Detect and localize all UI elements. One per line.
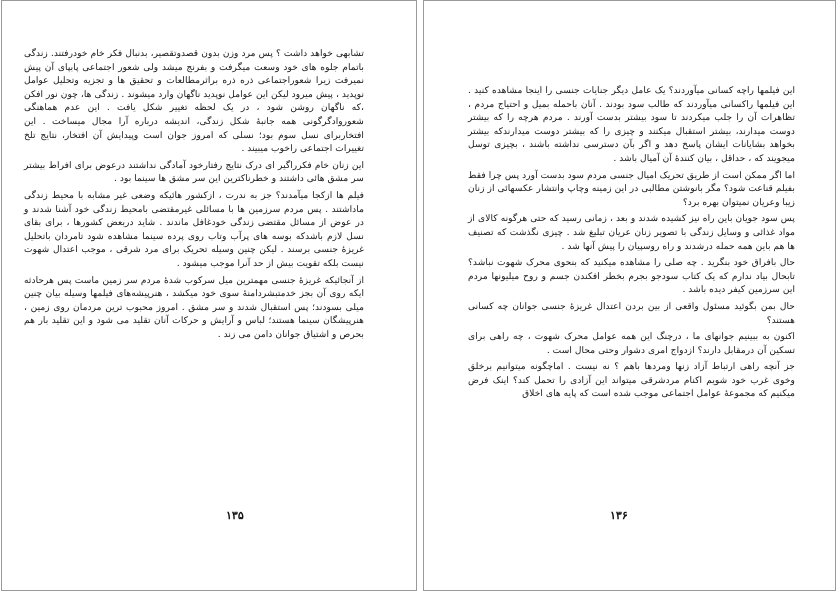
right-paragraph-5: حال بمن بگوئید مسئول واقعی از بین بردن اعتدال غریزهٔ جنسی جوانان چه کسانی هستند؟	[468, 300, 795, 326]
right-paragraph-7: جز آنچه راهی ارتباط آزاد زنها ومردها باهم ؟ نه نیست . اماچگونه میتوانیم برخلق وخوی غرب خود شویم اکنام مردشرقی میتواند این آزادی را تحمل کند؟ اینک فرض میکنیم که مجموعهٔ عوامل اجتماعی موجب شده است که پایه های اخلاق	[468, 361, 795, 400]
right-paragraph-2: اما اگر ممکن است از طریق تحریک امیال جنسی مردم سود بدست آورد پس چرا فقط بفیلم قناعت شود؟ مگر بانوشتن مطالبی در این زمینه وچاپ وانتشار عکسهائی از زنان زیبا وعریان نمیتوان بهره برد؟	[468, 169, 795, 208]
left-paragraph-1: تشابهی خواهد داشت ؟ پس مرد وزن بدون قصدوتقصیر، بدنبال فکر خام خودرفتند. زندگی باتمام جلوه های خود وسعت میگرفت و بفرنج میشد ولی شعور اجتماعی پابپای آن پیش نمیرفت زیرا شعوراجتماعی ذره ذره براثرمطالعات و تحقیق ها و تجزیه وتحلیل عوامل نوپدید ، پیش میرود لیکن این عوامل نوپدید ناگهان وارد میشوند . زندگی ها، چون نور افکن ،که ناگهان روشن شود ، در یک لحظه تغییر شکل یافت . این عدم هماهنگی شعوروادگرگونی همه جانبهٔ شکل زندگی، اندیشه درباره آرا مجال میساخت . این افتخاربرای نسل سوم بود؛ نسلی که امروز جوان است وپیدایش آن افتخار، نتایج تلخ تغییرات اجتماعی راخوب میبیند .	[24, 48, 364, 155]
left-paragraph-2: این زنان خام فکرراگیر ای درک نتایج رفتارخود آمادگی نداشتند درعوض برای افراط بیشتر سر مشق هائی داشتند و خطرناکترین این سر مشق ها سینما بود .	[24, 159, 364, 185]
left-paragraph-4: از آنجائیکه غریزهٔ جنسی مهمترین میل سرکوب شدهٔ مردم سر زمین ماست پس هرحادثه ایکه روی آن بجز خدمتبشردامنهٔ سوی خود میکشد ، هنرپیشه‌های فیلمها وسیله بیان چنین میلی بسودند؛ پس استقبال شدند و سر مشق . امروز محبوب ترین مردمان روی زمین ، هنرپیشگان سینما هستند؛ لباس و آرایش و حرکات آنان تقلید می شود و این تقلید بار هم بحرص و اشتیاق جوانان دامن می زند .	[24, 274, 364, 340]
right-paragraph-1: این فیلمها راچه کسانی میآوردند؟ یک عامل دیگر جنایات جنسی را اینجا مشاهده کنید . این فیلمها راکسانی میآوردند که طالب سود بودند . آنان باحمله بمیل و احتیاج مردم ، تظاهرات آن را جلب میکردند تا سود بیشتر بدست آورند . مردم هرچه را که بیشتر دوست میدارند، بیشتر استقبال میکنند و چیزی را که بیشتر دوست میدارندکه بیشتر بخواهد بشایانات ایشان پاسخ دهد و اگر بآن دسترسی نداشته باشند ، بچیزی توسل میجویند که ، حداقل ، بیان کنندهٔ آن آمیال باشد .	[468, 85, 795, 164]
right-paragraph-4: حال بافراق خود بنگرید . چه صلی را مشاهده میکنید که بنحوی محرک شهوت نباشد؟ تابحال بیاد ندارم که یک کتاب سودجو بجرم بخطر افکندن جسم و روح میلیونها مردم این سرزمین کیفر دیده باشد .	[468, 257, 795, 296]
right-page	[423, 0, 836, 591]
left-page-number: ۱۳۵	[226, 509, 244, 522]
right-page-text	[468, 84, 795, 404]
right-paragraph-3: پس سود جویان باین راه نیز کشیده شدند و بعد ، زمانی رسید که حتی هرگونه کالای از مواد غذائی و وسایل زندگی با تصویر زنان عریان تبلیغ شد . چیزی نگذشت که تصنیف ها هم باین همه حمله درشدند و راه روسپیان را پیش آنها شد .	[468, 213, 795, 252]
left-page-text	[24, 47, 364, 344]
left-page	[1, 0, 417, 591]
right-page-number: ۱۳۶	[610, 509, 628, 522]
left-paragraph-3: فیلم ها ازکجا میآمدند؟ جز به ندرت ، ازکشور هائیکه وضعی غیر مشابه با محیط زندگی ماداشتند . پس مردم سرزمین ها با مسائلی غیرمقتضی بامحیط زندگی خود آشنا شدند و در عوض از مسائل مقتضی زندگی خودغافل ماندند . شاید دربعض کشورها ، برای بقای نسل لازم باشدکه بوسه های پرآب وتاب روی پرده سینما مشاهده شود تامردان باتحلیل غریزهٔ جنسی برسند . لیکن چنین وسیله تحریک برای مرد شرقی ، موجب اعتدال شهوت نیست بلکه تقویت بیش از حد آنرا موجب میشود .	[24, 189, 364, 269]
right-paragraph-6: اکنون به ببینیم جوانهای ما ، درچنگ این همه عوامل محرک شهوت ، چه راهی برای تسکین آن درمقابل دارند؟ ازدواج امری دشوار وحتی محال است .	[468, 331, 795, 356]
